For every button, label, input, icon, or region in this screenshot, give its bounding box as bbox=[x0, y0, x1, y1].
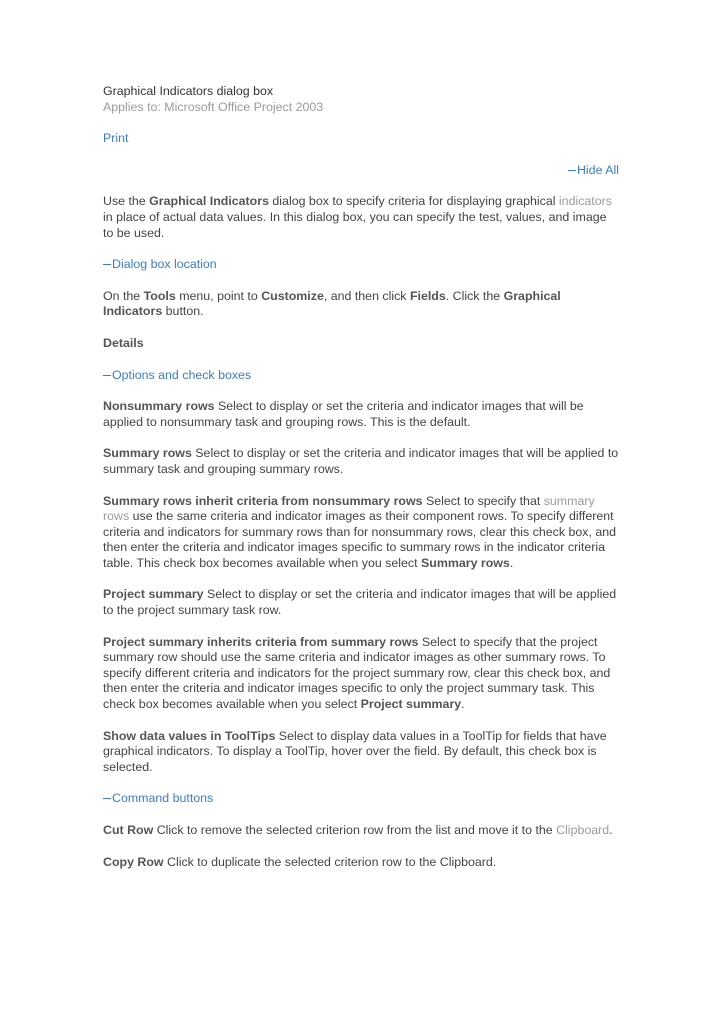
details-heading: Details bbox=[103, 335, 144, 350]
command-copy-row: Copy Row Click to duplicate the selected criterion row to the Clipboard. bbox=[103, 854, 497, 869]
section-options[interactable] bbox=[103, 368, 619, 384]
option-summary-inherit: Summary rows inherit criteria from nonsummary rows Select to specify that summary rows use the same criteria and indicator images as their component rows. To specify different criteria and indicators for summary rows than for nonsummary rows, clear this check box, and then enter the criteria and indicator images specific to summary rows in the indicator criteria table. This check box becomes available when you select Summary rows. bbox=[103, 493, 617, 570]
minus-icon bbox=[103, 375, 111, 376]
section-dialog-location[interactable] bbox=[103, 257, 619, 273]
option-summary-rows: Summary rows Select to display or set the criteria and indicator images that will be applied to summary task and grouping summary rows. bbox=[103, 446, 619, 476]
option-project-summary: Project summary Select to display or set the criteria and indicator images that will be applied to the project summary task row. bbox=[103, 587, 617, 618]
section-heading-location[interactable]: Dialog box location bbox=[112, 257, 217, 272]
indicators-link[interactable]: indicators bbox=[558, 194, 612, 209]
minus-icon bbox=[568, 170, 576, 171]
hide-all-row bbox=[103, 163, 619, 179]
option-tooltips: Show data values in ToolTips Select to display data values in a ToolTip for fields that have graphical indicators. To display a ToolTip, hover over the field. By default, this check box is selected. bbox=[103, 728, 607, 774]
minus-icon bbox=[103, 264, 111, 265]
applies-to: Applies to: Microsoft Office Project 2003 bbox=[103, 99, 324, 114]
command-cut-row: Cut Row Click to remove the selected criterion row from the list and move it to the Clipboard. bbox=[103, 823, 613, 837]
section-heading-commands[interactable]: Command buttons bbox=[112, 791, 214, 806]
section-heading-options[interactable]: Options and check boxes bbox=[112, 367, 252, 382]
clipboard-link[interactable]: Clipboard bbox=[556, 823, 610, 837]
intro-paragraph: Use the Graphical Indicators dialog box to specify criteria for displaying graphical indicators in place of actual data values. In this dialog box, you can specify the test, values, and image to be used. bbox=[103, 194, 612, 240]
minus-icon bbox=[103, 798, 111, 799]
location-paragraph: On the Tools menu, point to Customize, and then click Fields. Click the Graphical Indicators button. bbox=[103, 288, 561, 319]
help-page bbox=[103, 84, 619, 870]
summary-rows-link[interactable]: summary rows bbox=[103, 493, 595, 524]
print-link[interactable]: Print bbox=[103, 131, 129, 146]
hide-all-label: Hide All bbox=[576, 162, 619, 177]
section-commands[interactable] bbox=[103, 791, 619, 807]
hide-all-link[interactable] bbox=[568, 163, 619, 177]
page-title: Graphical Indicators dialog box bbox=[103, 84, 274, 98]
option-nonsummary-rows: Nonsummary rows Select to display or set the criteria and indicator images that will be applied to nonsummary task and grouping rows. This is the default. bbox=[103, 399, 584, 429]
option-project-inherit: Project summary inherits criteria from summary rows Select to specify that the project summary row should use the same criteria and indicator images as other summary rows. To specify different criteria and indicators for the project summary row, clear this check box, and then enter the criteria and indicator images specific to only the project summary task. This check box becomes available when you select Project summary. bbox=[103, 634, 611, 712]
